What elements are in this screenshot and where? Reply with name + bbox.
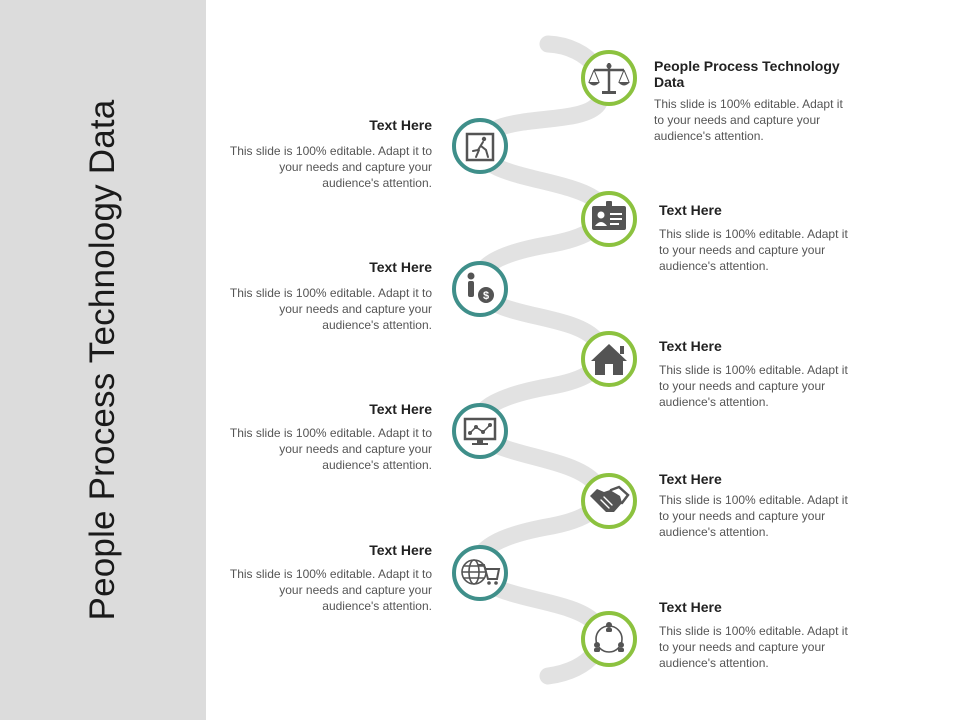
page-title: People Process Technology Data [83, 99, 122, 621]
step-1-text [654, 58, 864, 144]
step-4-text [222, 259, 432, 333]
step-6-text [222, 401, 432, 473]
step-heading: Text Here [369, 542, 432, 558]
step-heading: Text Here [369, 401, 432, 417]
step-heading: Text Here [659, 471, 722, 487]
step-7-text [659, 471, 869, 540]
step-3-text [659, 202, 869, 274]
step-heading: Text Here [369, 117, 432, 133]
step-2-text [222, 117, 432, 191]
step-heading: People Process Technology Data [654, 58, 840, 90]
step-5-text [659, 338, 869, 410]
step-description: This slide is 100% editable. Adapt it to your needs and capture your audience's attention. [229, 286, 432, 332]
step-5-node [583, 333, 635, 385]
step-description: This slide is 100% editable. Adapt it to your needs and capture your audience's attention. [654, 97, 843, 143]
step-8-text [222, 542, 432, 614]
step-6-node [454, 405, 506, 457]
step-heading: Text Here [659, 202, 722, 218]
step-1-node [583, 52, 635, 104]
step-9-node [583, 613, 635, 665]
svg-text:$: $ [482, 290, 490, 302]
step-8-node [454, 547, 506, 599]
step-description: This slide is 100% editable. Adapt it to your needs and capture your audience's attention. [659, 227, 848, 273]
step-4-node [454, 263, 506, 315]
step-heading: Text Here [369, 259, 432, 275]
step-description: This slide is 100% editable. Adapt it to your needs and capture your audience's attention. [229, 426, 432, 472]
step-heading: Text Here [659, 338, 722, 354]
step-2-node [454, 120, 506, 172]
step-3-node [583, 193, 635, 245]
step-description: This slide is 100% editable. Adapt it to your needs and capture your audience's attention. [659, 624, 848, 670]
step-description: This slide is 100% editable. Adapt it to your needs and capture your audience's attention. [659, 493, 848, 539]
step-description: This slide is 100% editable. Adapt it to your needs and capture your audience's attention. [659, 363, 848, 409]
step-description: This slide is 100% editable. Adapt it to your needs and capture your audience's attention. [229, 567, 432, 613]
step-heading: Text Here [659, 599, 722, 615]
step-9-text [659, 599, 869, 671]
step-description: This slide is 100% editable. Adapt it to your needs and capture your audience's attention. [229, 144, 432, 190]
step-7-node [583, 475, 635, 527]
